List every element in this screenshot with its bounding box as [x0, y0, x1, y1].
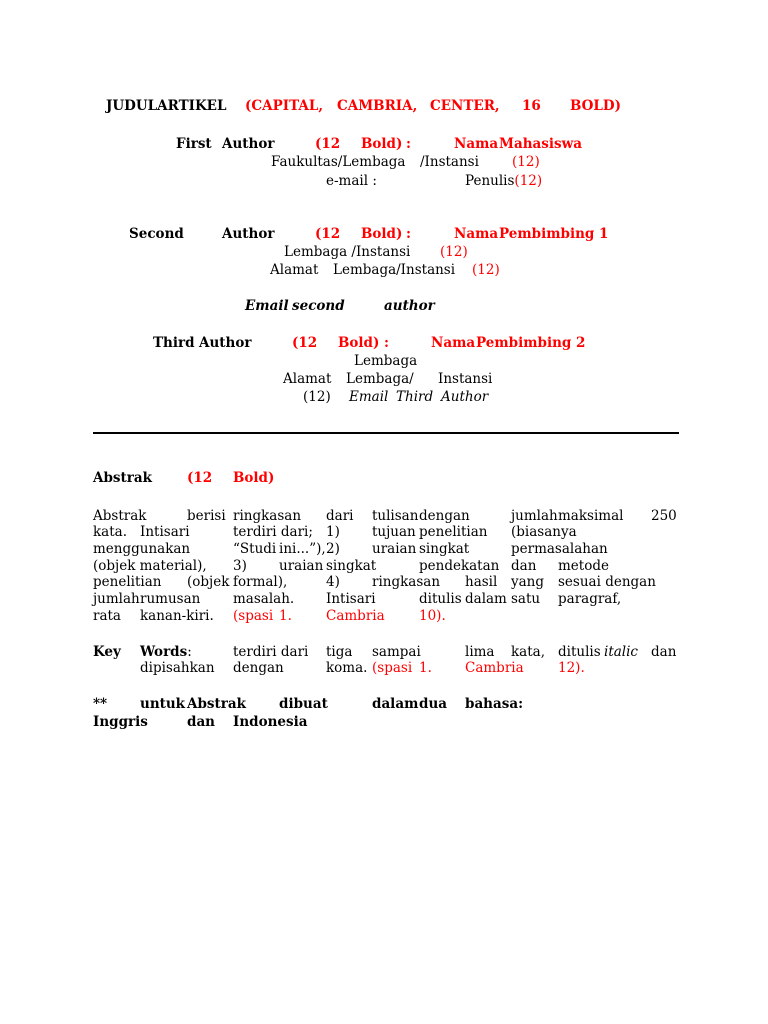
abstract-word: satu [511, 591, 541, 607]
abstract-word: Intisari [326, 591, 376, 607]
first-author-email-note: (12) [514, 173, 543, 189]
second-author-label: Second [129, 226, 184, 242]
abstract-format-note: (spasi [233, 608, 274, 624]
first-author-institution: /Instansi [420, 154, 479, 170]
abstract-word: berisi [187, 508, 226, 524]
abstract-word: 3) [233, 558, 247, 574]
third-author-email: Author [441, 389, 489, 405]
abstract-format-note: 10). [419, 608, 446, 624]
third-author-institution: Lembaga [354, 353, 418, 369]
title-note-word: 16 [522, 98, 541, 114]
abstract-word: (objek material), [93, 558, 207, 574]
third-author-note: Bold) [338, 335, 380, 351]
footnote-word: dan [187, 714, 216, 730]
abstract-word: yang [511, 574, 545, 590]
title-note-word: BOLD) [570, 98, 622, 114]
abstract-word: maksimal [558, 508, 624, 524]
first-author-name: Nama [454, 136, 499, 152]
abstract-word: pendekatan [419, 558, 500, 574]
abstract-word: paragraf, [558, 591, 622, 607]
abstract-word: terdiri dari; [233, 524, 313, 540]
abstract-word: hasil [465, 574, 498, 590]
abstract-word: rata [93, 608, 121, 624]
abstract-word: (biasanya [511, 524, 577, 540]
keywords-format-note: Cambria [465, 660, 524, 676]
keywords-word: koma. [326, 660, 368, 676]
keywords-word: tiga [326, 644, 353, 660]
abstract-heading-note: (12 [187, 470, 213, 486]
third-author-email: Third [396, 389, 434, 405]
footnote-word: dalam [372, 696, 419, 712]
abstract-word: ditulis [419, 591, 462, 607]
keywords-format-note: (spasi [372, 660, 413, 676]
abstract-word: uraian [372, 541, 417, 557]
abstract-word: kata. [93, 524, 127, 540]
abstract-format-note: 1. [279, 608, 292, 624]
footnote-word: Abstrak [187, 696, 246, 712]
footnote-word: ** [93, 696, 108, 712]
first-author-label: First [176, 136, 212, 152]
second-author-note: : [406, 226, 411, 242]
keywords-label: Words: [140, 644, 192, 660]
abstract-word: penelitian [419, 524, 488, 540]
second-author-email: Email [245, 298, 289, 314]
abstract-word: dari [326, 508, 354, 524]
first-author-label: Author [222, 136, 275, 152]
abstract-word: 4) [326, 574, 340, 590]
abstract-word: Intisari [140, 524, 190, 540]
keywords-word: terdiri dari [233, 644, 309, 660]
third-author-address: Lembaga/ [346, 371, 414, 387]
second-author-email: second [292, 298, 345, 314]
footnote-word: Indonesia [233, 714, 308, 730]
abstract-word: metode [558, 558, 609, 574]
abstract-word: singkat [419, 541, 470, 557]
first-author-note: (12 [315, 136, 341, 152]
abstract-word: jumlah [93, 591, 140, 607]
first-author-institution-note: (12) [512, 154, 540, 170]
title-note-word: (CAPITAL, [245, 98, 324, 114]
second-author-institution: Lembaga /Instansi [284, 244, 411, 260]
abstract-word: 2) [326, 541, 340, 557]
abstract-word: tulisan [372, 508, 419, 524]
abstract-word: dalam [465, 591, 507, 607]
keywords-word: ditulis [558, 644, 601, 660]
keywords-label: Key [93, 644, 121, 660]
footnote-word: dibuat [279, 696, 328, 712]
second-author-name: Pembimbing 1 [499, 226, 609, 242]
first-author-institution: Faukultas/Lembaga [271, 154, 406, 170]
third-author-label: Author [199, 335, 252, 351]
footnote-word: bahasa: [465, 696, 524, 712]
third-author-note: : [384, 335, 389, 351]
abstract-word: permasalahan [511, 541, 608, 557]
abstract-word: dan [511, 558, 537, 574]
keywords-word: kata, [511, 644, 545, 660]
abstract-word: ringkasan [233, 508, 302, 524]
abstract-word: kanan-kiri. [140, 608, 214, 624]
keywords-word: dengan [233, 660, 284, 676]
first-author-note: Bold) [361, 136, 403, 152]
third-author-address: Alamat [283, 371, 332, 387]
abstract-heading-label: Abstrak [93, 470, 152, 486]
keywords-format-note: 12). [558, 660, 585, 676]
abstract-word: menggunakan [93, 541, 191, 557]
second-author-address: Lembaga/Instansi [333, 262, 456, 278]
second-author-address-note: (12) [472, 262, 500, 278]
abstract-heading-note: Bold) [233, 470, 275, 486]
first-author-email-label: e-mail : [326, 173, 377, 189]
second-author-name: Nama [454, 226, 499, 242]
keywords-word: lima [465, 644, 495, 660]
title-note-word: CAMBRIA, [337, 98, 418, 114]
keywords-word: sampai [372, 644, 421, 660]
keywords-word: italic [604, 644, 638, 660]
third-author-note: (12 [292, 335, 318, 351]
abstract-word: ringkasan [372, 574, 441, 590]
footnote-word: dua [419, 696, 448, 712]
first-author-name: Mahasiswa [499, 136, 582, 152]
abstract-word: ini...”), [279, 541, 326, 557]
abstract-word: masalah. [233, 591, 295, 607]
keywords-word: dan [651, 644, 677, 660]
second-author-note: (12 [315, 226, 341, 242]
abstract-format-note: Cambria [326, 608, 385, 624]
keywords-format-note: 1. [419, 660, 432, 676]
abstract-word: (objek [187, 574, 230, 590]
footnote-word: Inggris [93, 714, 148, 730]
first-author-note: : [406, 136, 411, 152]
abstract-word: uraian [279, 558, 324, 574]
abstract-word: jumlah [511, 508, 558, 524]
abstract-word: 1) [326, 524, 340, 540]
keywords-word: dipisahkan [140, 660, 215, 676]
first-author-email-value: Penulis(12) [465, 173, 543, 189]
third-author-address: Instansi [438, 371, 493, 387]
second-author-label: Author [222, 226, 275, 242]
second-author-address: Alamat [270, 262, 319, 278]
third-author-email: Email [349, 389, 389, 405]
second-author-institution-note: (12) [440, 244, 468, 260]
abstract-word: dengan [419, 508, 470, 524]
horizontal-divider [93, 432, 679, 434]
abstract-word: formal), [233, 574, 288, 590]
abstract-word: penelitian [93, 574, 162, 590]
title-note-word: CENTER, [430, 98, 500, 114]
third-author-name: Pembimbing 2 [476, 335, 586, 351]
abstract-word: singkat [326, 558, 377, 574]
abstract-word: rumusan [140, 591, 201, 607]
abstract-word: 250 [651, 508, 677, 524]
footnote-word: untuk [140, 696, 186, 712]
abstract-word: sesuai dengan [558, 574, 656, 590]
third-author-name: Nama [431, 335, 476, 351]
second-author-note: Bold) [361, 226, 403, 242]
second-author-email: author [384, 298, 435, 314]
third-author-size-note: (12) [303, 389, 331, 405]
title-label: JUDULARTIKEL [106, 98, 227, 114]
abstract-word: Abstrak [93, 508, 147, 524]
third-author-label: Third [153, 335, 195, 351]
abstract-word: “Studi [233, 541, 277, 557]
abstract-word: tujuan [372, 524, 416, 540]
